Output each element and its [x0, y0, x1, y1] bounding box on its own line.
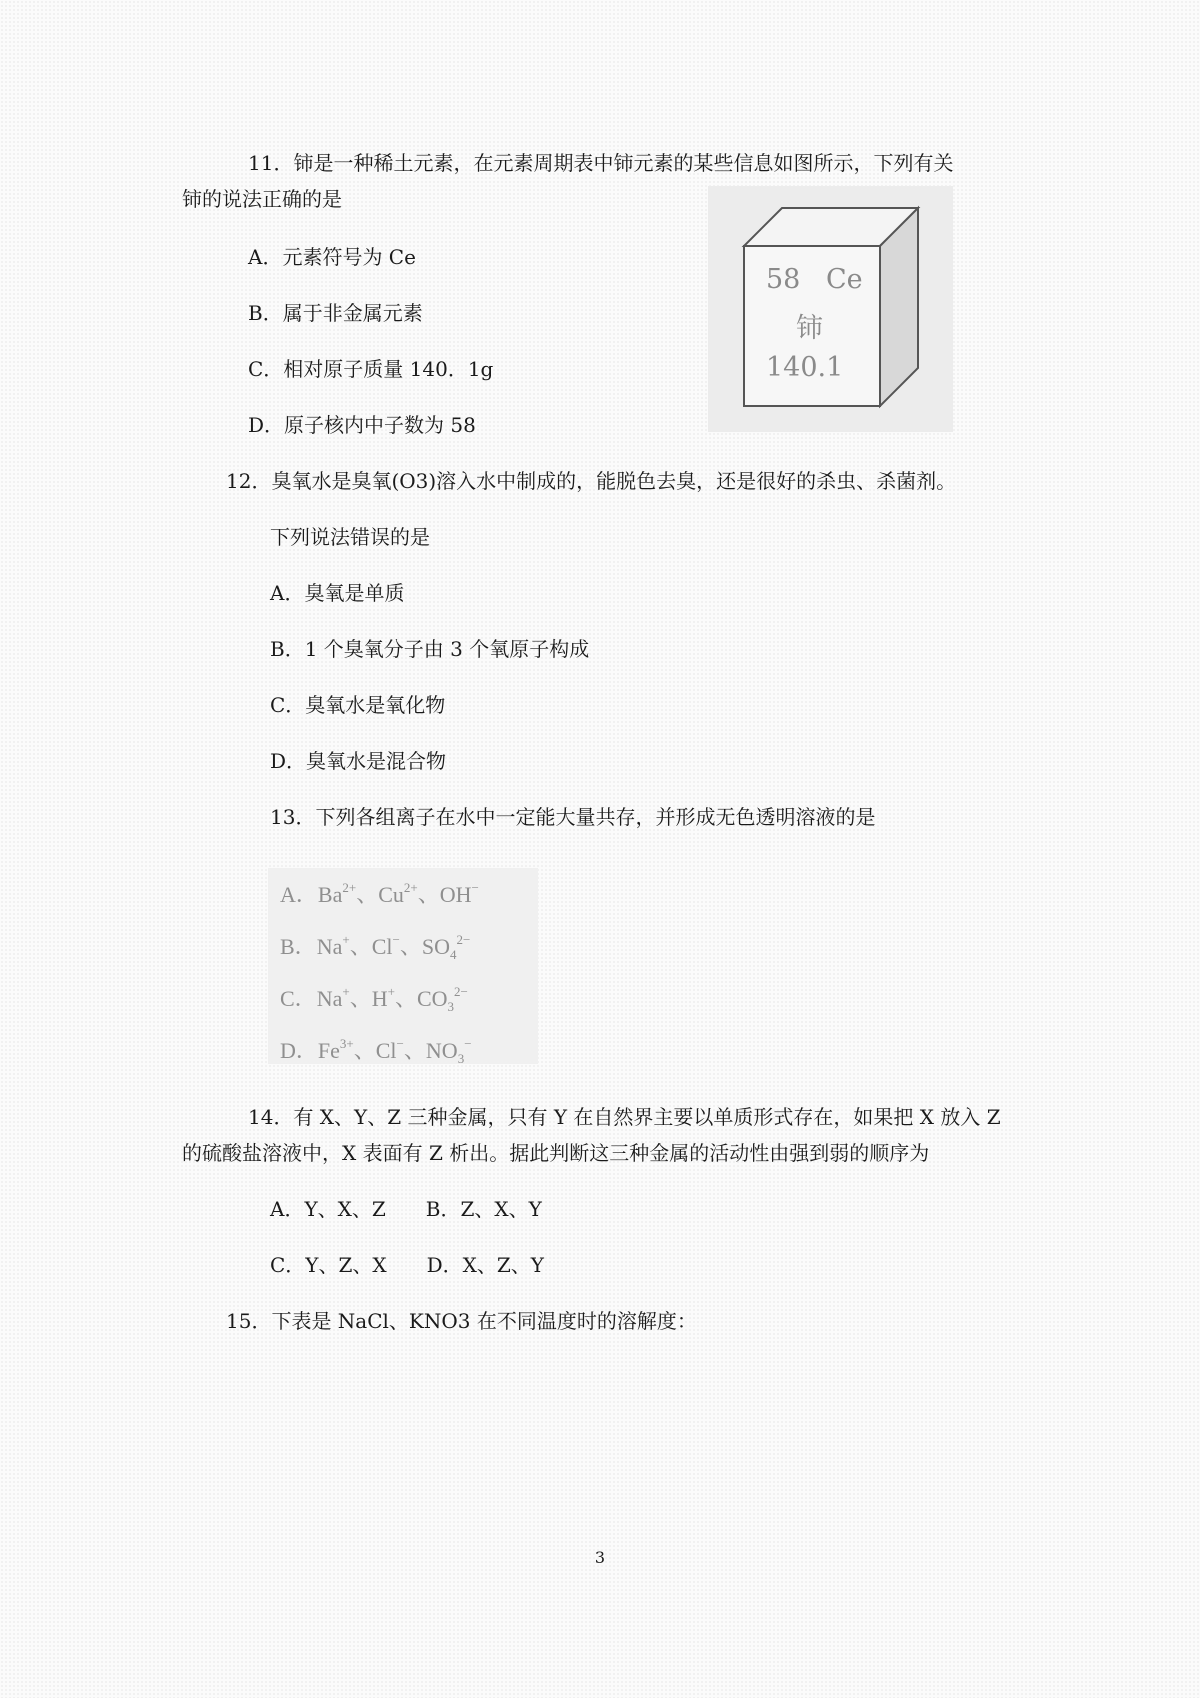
q14-options-row2: C．Y、Z、X D．X、Z、Y: [270, 1253, 545, 1277]
q11-option-c: C．相对原子质量 140．1g: [248, 357, 494, 381]
q11-option-a: A．元素符号为 Ce: [248, 245, 416, 269]
element-name: 铈: [796, 313, 823, 344]
cube-outline: [708, 186, 953, 432]
q12-stem-line2: 下列说法错误的是: [270, 525, 430, 549]
element-symbol: Ce: [826, 264, 863, 295]
q13-option-a: A．$Ba^{2+}$、$Cu^{2+}$、OH−: [280, 880, 479, 907]
q11-stem-line1: 11．铈是一种稀土元素，在元素周期表中铈元素的某些信息如图所示，下列有关: [248, 151, 954, 175]
q12-stem-line1: 12．臭氧水是臭氧(O3)溶入水中制成的，能脱色去臭，还是很好的杀虫、杀菌剂。: [226, 469, 957, 493]
q14-stem-line2: 的硫酸盐溶液中，X 表面有 Z 析出。据此判断这三种金属的活动性由强到弱的顺序为: [182, 1141, 930, 1165]
q12-option-c: C．臭氧水是氧化物: [270, 693, 446, 717]
atomic-mass: 140.1: [766, 352, 844, 383]
q15-stem: 15．下表是 NaCl、KNO3 在不同温度时的溶解度：: [226, 1309, 697, 1333]
q13-option-c: C．Na+、H+、$CO_3^{2-}$: [280, 984, 468, 1014]
q12-option-b: B．1 个臭氧分子由 3 个氧原子构成: [270, 637, 590, 661]
q14-stem-line1: 14．有 X、Y、Z 三种金属，只有 Y 在自然界主要以单质形式存在，如果把 X 放入 Z: [248, 1105, 1001, 1129]
q11-stem-line2: 铈的说法正确的是: [182, 187, 342, 211]
q14-options-row1: A．Y、X、Z B．Z、X、Y: [270, 1197, 542, 1221]
q13-options-image: [268, 868, 538, 1064]
atomic-number: 58: [766, 264, 801, 295]
q12-option-d: D．臭氧水是混合物: [270, 749, 447, 773]
q13-option-b: B．Na+、Cl−、$SO_4^{2-}$: [280, 932, 471, 962]
q11-option-d: D．原子核内中子数为 58: [248, 413, 476, 437]
page-number: 3: [594, 1548, 606, 1567]
element-cube-figure: [708, 186, 953, 432]
q11-option-b: B．属于非金属元素: [248, 301, 423, 325]
q13-stem: 13．下列各组离子在水中一定能大量共存，并形成无色透明溶液的是: [270, 805, 876, 829]
q13-option-d: D．$Fe^{3+}$、Cl−、$NO_3^-$: [280, 1036, 472, 1066]
q12-option-a: A．臭氧是单质: [270, 581, 405, 605]
